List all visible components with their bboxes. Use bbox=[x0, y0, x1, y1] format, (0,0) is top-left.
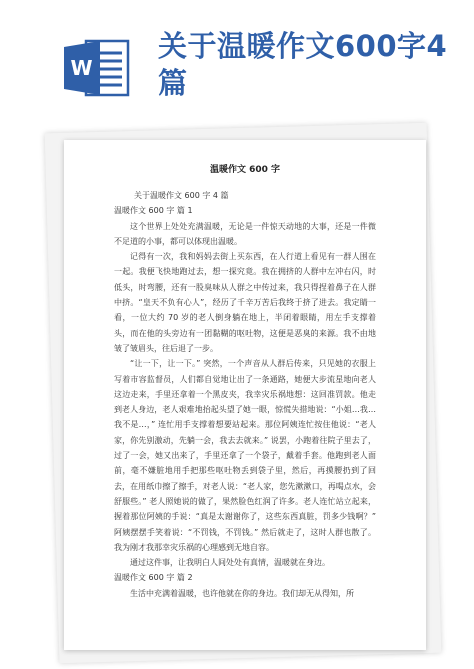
section-heading: 温暖作文 600 字 篇 2 bbox=[114, 573, 193, 583]
document-page bbox=[64, 140, 426, 650]
document-subtitle: 关于温暖作文 600 字 4 篇 bbox=[134, 191, 229, 200]
body-paragraph: “让一下，让一下。” 突然，一个声音从人群后传来，只见她的衣服上写着市容监督员，人们都自觉地让出了一条通路，她便大步流星地向老人这边走来，手里还拿着一个黑皮夹，我幸灾乐祸地想：这回准罚款。他走到老人身边，老人艰难地抬起头望了她一眼，惊慌失措地说：“小姐…我…我不是…，” 连忙用手支撑着想要站起来。那位阿姨连忙按住他说：“老人家，你先别激动，先躺一会，我去去就来。” 说罢，小跑着往院子里去了，过了一会，她又出来了，手里还拿了一个袋子，戴着手套。他跑到老人面前，毫不嫌脏地用手把那些呕吐物丢到袋子里，然后，再摸腰扔到了回去，在用纸巾擦了擦手，对老人说：“老人家，您先漱漱口，再喝点水，会舒服些。” 老人照她说的做了，果然脸色红润了许多。老人连忙站立起来，握着那位阿姨的手说：“真是太谢谢你了，这些东西真脏，罚多少钱啊？” 阿姨摆摆手笑着说：“不罚钱，不罚钱。” 然后就走了，这时人群也散了。我为刚才我那幸灾乐祸的心理感到无地自容。 bbox=[114, 359, 376, 552]
body-paragraph: 生活中充满着温暖，也许他就在你的身边。我们却无从得知，所 bbox=[130, 588, 354, 598]
body-paragraph: 通过这件事，让我明白人间处处有真情，温暖就在身边。 bbox=[130, 558, 330, 568]
document-title: 温暖作文 600 字 bbox=[209, 165, 281, 175]
body-paragraph: 记得有一次，我和妈妈去街上买东西，在人行道上看见有一群人围在一起。我便飞快地跑过去，想一探究竟。我在拥挤的人群中左冲右闪，时低头，时弯腰，还有一股臭味从人群之中传过来，我只得捏着鼻子在人群中挤。“皇天不负有心人”，经历了千辛万苦后我终于挤了进去。我定睛一看，一位大约 70 岁的老人倒身躺在地上，半闭着眼睛，用左手支撑着头，而在他的头旁边有一团黏糊的呕吐物，这便是恶臭的来源。我不由地皱了皱眉头，往后退了一步。 bbox=[114, 252, 376, 353]
banner-title: 关于温暖作文600字4篇 bbox=[158, 29, 448, 100]
section-heading: 温暖作文 600 字 篇 1 bbox=[114, 206, 193, 216]
header-banner bbox=[0, 0, 474, 122]
svg-text:W: W bbox=[70, 56, 93, 80]
document-body bbox=[114, 188, 376, 601]
body-paragraph: 这个世界上处处充满温暖，无论是一件惊天动地的大事，还是一件微不足道的小事，都可以体现出温暖。 bbox=[114, 221, 376, 246]
word-document-icon bbox=[62, 37, 130, 99]
